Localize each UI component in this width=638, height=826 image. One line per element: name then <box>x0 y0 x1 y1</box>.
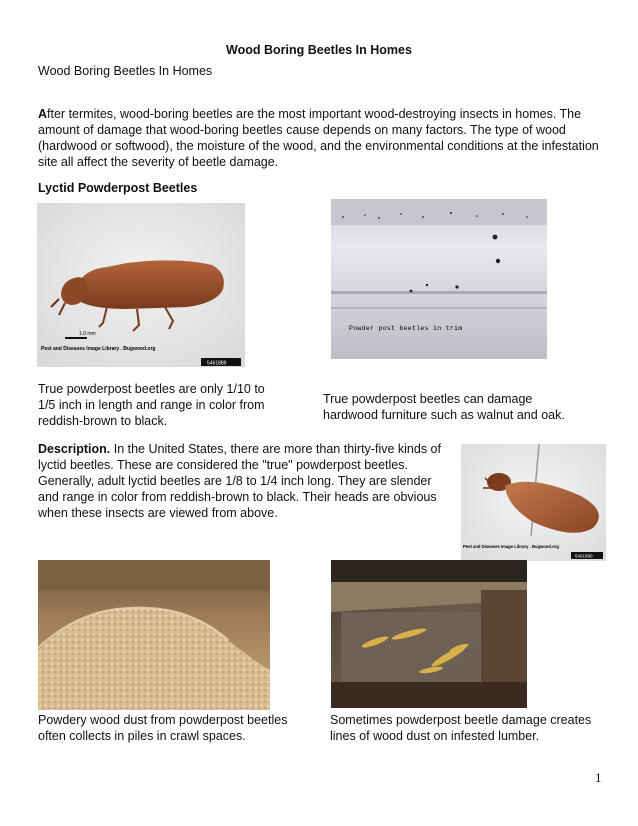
bugwood-credit-2: Pest and Diseases Image Library . Bugwood.org <box>463 544 559 549</box>
intro-paragraph <box>38 106 608 170</box>
bugwood-credit: Pest and Diseases Image Library . Bugwood.org <box>41 346 156 352</box>
wood-dust-photo <box>38 560 270 710</box>
document-title: Wood Boring Beetles In Homes <box>226 43 412 57</box>
page-number: 1 <box>595 770 602 785</box>
description-paragraph <box>38 441 446 521</box>
caption-hardwood-damage: True powderpost beetles can damage hardwood furniture such as walnut and oak. <box>323 392 565 422</box>
section-heading: Lyctid Powderpost Beetles <box>38 181 198 195</box>
description-label: Description. <box>38 442 111 456</box>
description-text: In the United States, there are more than thirty-five kinds of lyctid beetles. These are considered the "true" powderpost beetles. Generally, adult lyctid beetles are 1/8 to 1/4 inch long. They are slender and range in color from reddish-brown to black. Their heads are obvious when these insects are viewed from above. <box>38 442 441 520</box>
beetle-pin-photo <box>461 444 606 561</box>
exit-holes-photo <box>331 199 547 359</box>
infested-lumber-photo <box>331 560 527 708</box>
caption-wood-dust: Powdery wood dust from powderpost beetles often collects in piles in crawl spaces. <box>38 713 288 743</box>
caption-lumber: Sometimes powderpost beetle damage creates lines of wood dust on infested lumber. <box>330 713 592 743</box>
caption-beetle-size: True powderpost beetles are only 1/10 to 1/5 inch in length and range in color from reddish-brown to black. <box>38 382 265 428</box>
intro-drop-letter: A <box>38 107 48 121</box>
document-subtitle: Wood Boring Beetles In Homes <box>38 64 213 78</box>
bugwood-id: 5461889 <box>207 360 227 367</box>
scale-label: 1.0 mm <box>79 331 96 337</box>
intro-text: fter termites, wood-boring beetles are the most important wood-destroying insects in homes. The amount of damage that wood-boring beetles cause depends on many factors. The type of wood (hardwood or softwood), the moisture of the wood, and the environmental conditions at the infestation site all affect the severity of beetle damage. <box>38 107 599 169</box>
bugwood-id-2: 5461890 <box>575 553 593 559</box>
hole-overlay-text: Powder post beetles in trim <box>349 325 463 332</box>
beetle-side-photo <box>37 203 245 367</box>
